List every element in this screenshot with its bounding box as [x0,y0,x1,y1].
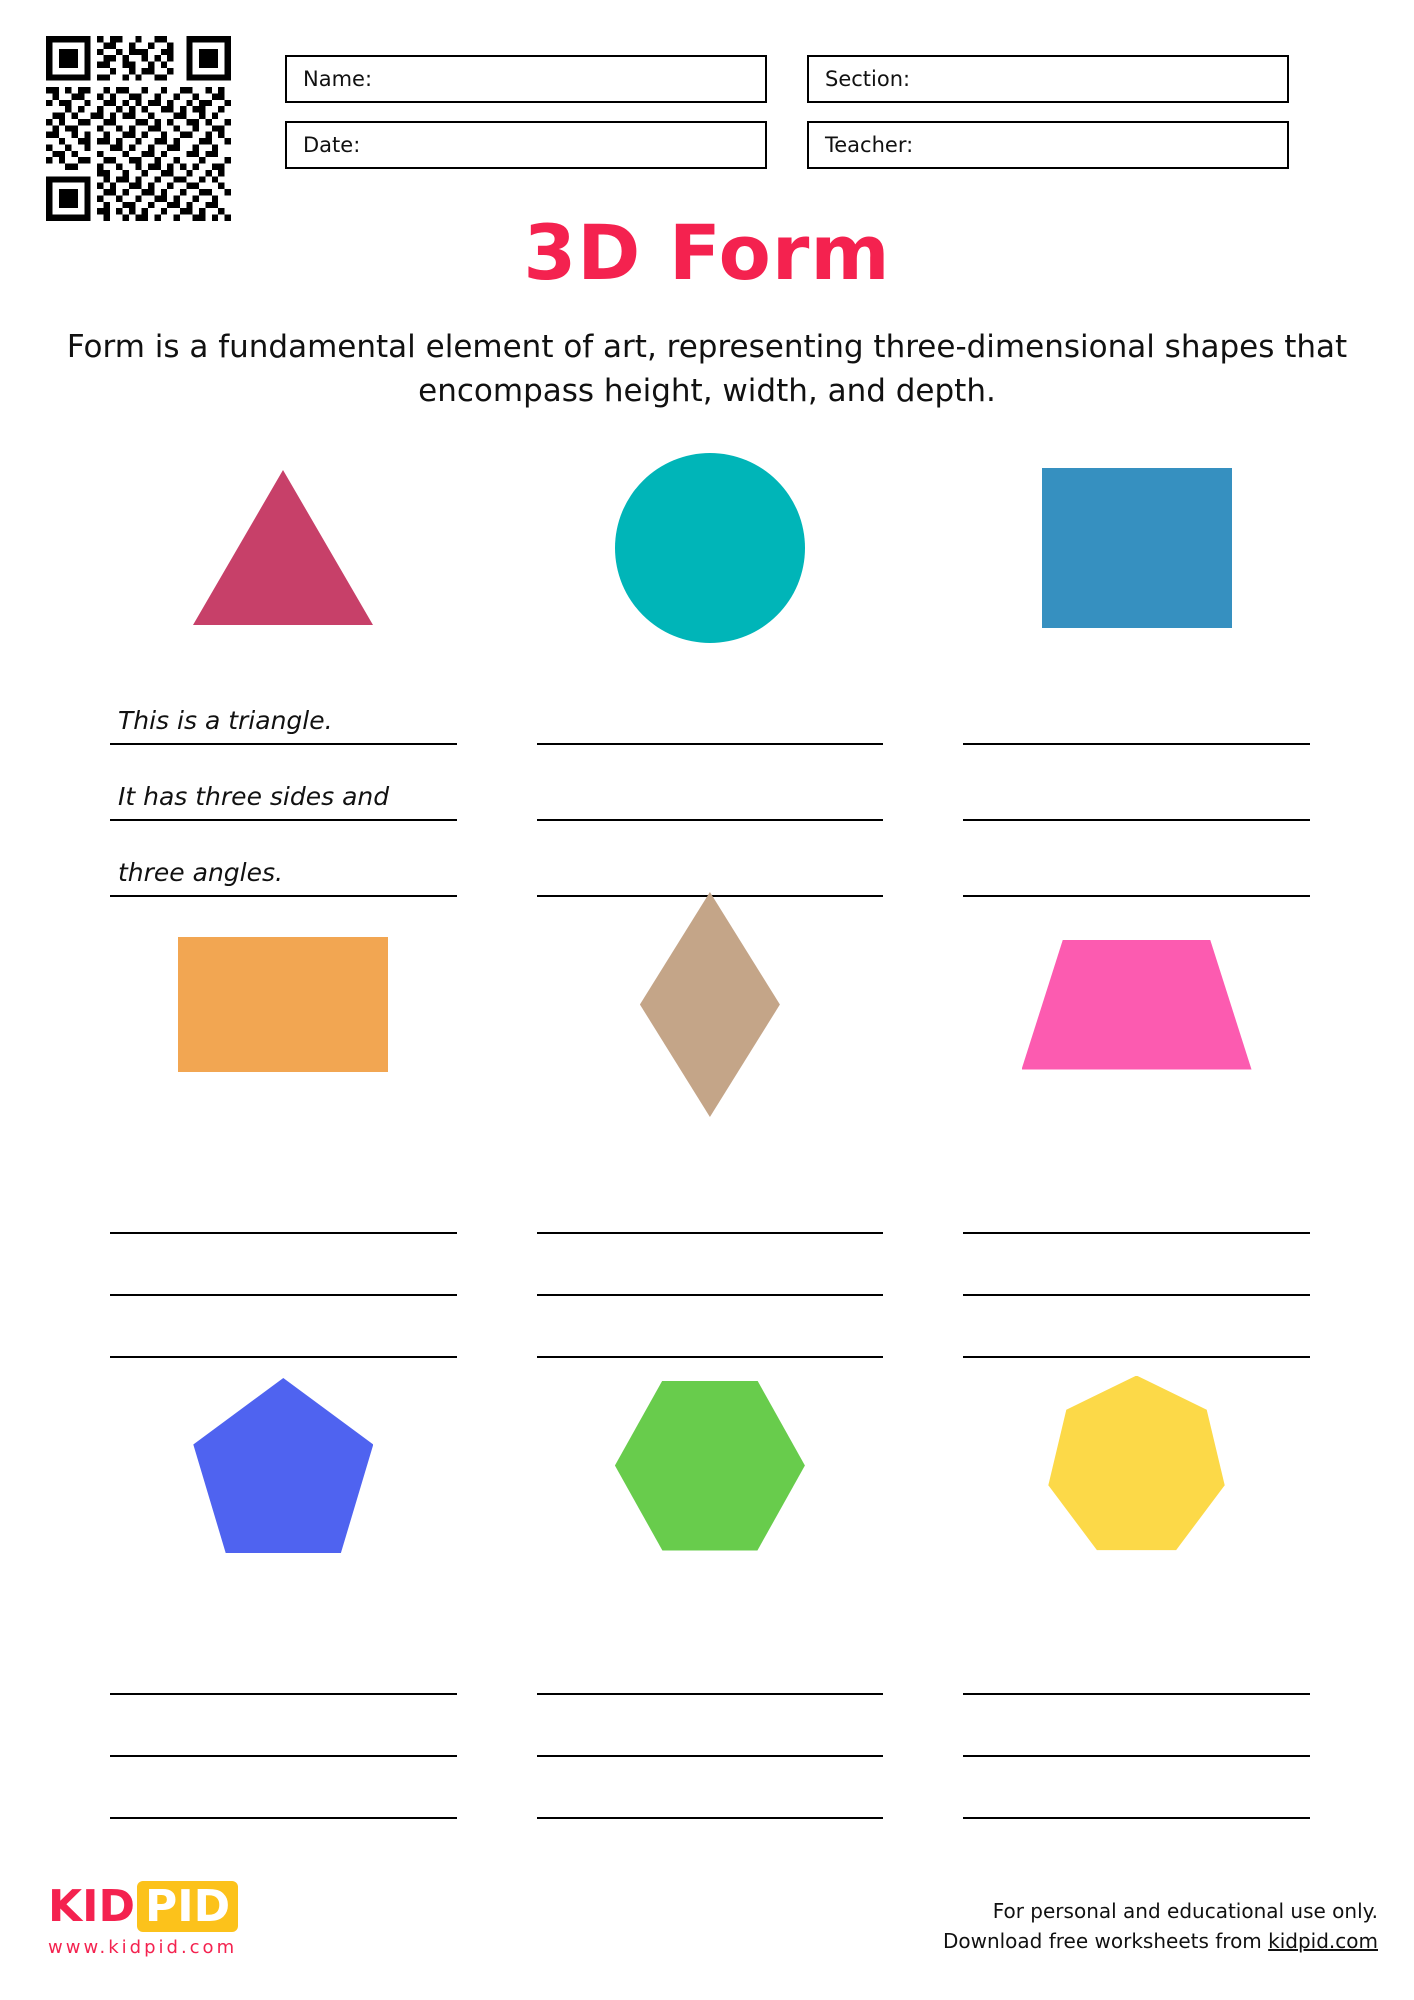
answer-line[interactable] [110,821,457,897]
answer-line[interactable] [110,1296,457,1358]
page-title: 3D Form [523,208,891,297]
answer-line[interactable] [110,1695,457,1757]
answer-line[interactable] [537,1172,884,1234]
kidpid-logo[interactable] [48,1881,238,1958]
circle-shape [615,453,805,643]
answer-line[interactable] [963,1695,1310,1757]
answer-line[interactable] [537,669,884,745]
answer-line[interactable] [963,1172,1310,1234]
answer-line[interactable] [110,1234,457,1296]
answer-text: This is a triangle. [118,706,333,735]
answer-line[interactable] [537,1757,884,1819]
answer-lines-hexagon [497,1633,924,1819]
shape-trapezoid-container [923,897,1350,1112]
shape-pentagon-container [70,1358,497,1573]
teacher-field[interactable] [807,121,1289,169]
shape-cell-hexagon [497,1358,924,1819]
answer-lines-trapezoid [923,1172,1350,1358]
hexagon-shape [615,1381,805,1551]
shape-cell-circle [497,440,924,897]
shape-hexagon-container [497,1358,924,1573]
date-field[interactable] [285,121,767,169]
answer-line[interactable] [963,745,1310,821]
shape-rhombus-container [497,897,924,1112]
answer-lines-rectangle [70,1172,497,1358]
answer-line[interactable] [537,821,884,897]
pentagon-shape [193,1378,373,1553]
answer-line[interactable] [963,1633,1310,1695]
shape-square-container [923,440,1350,655]
trapezoid-shape [1022,940,1252,1070]
shapes-grid [70,440,1350,1819]
answer-line[interactable] [963,669,1310,745]
answer-line[interactable] [110,669,457,745]
footer-note [943,1896,1378,1956]
answer-lines-circle [497,669,924,897]
name-field-label: Name: [303,67,373,91]
shape-heptagon-container [923,1358,1350,1573]
answer-line[interactable] [110,1757,457,1819]
heptagon-shape [1047,1376,1227,1556]
teacher-field-label: Teacher: [825,133,914,157]
answer-line[interactable] [963,1296,1310,1358]
answer-lines-pentagon [70,1633,497,1819]
shape-cell-pentagon [70,1358,497,1819]
answer-line[interactable] [110,745,457,821]
shape-row-1 [70,440,1350,897]
shape-cell-square [923,440,1350,897]
shape-cell-trapezoid [923,897,1350,1358]
footer-note-prefix: Download free worksheets from [942,1929,1269,1953]
answer-lines-triangle [70,669,497,897]
date-field-label: Date: [303,133,361,157]
shape-row-3 [70,1358,1350,1819]
logo-kid-text: KID [48,1881,135,1932]
answer-line[interactable] [963,1757,1310,1819]
rectangle-shape [178,937,388,1072]
answer-line[interactable] [110,1172,457,1234]
answer-line[interactable] [537,1296,884,1358]
answer-lines-heptagon [923,1633,1350,1819]
answer-line[interactable] [537,745,884,821]
answer-line[interactable] [537,1234,884,1296]
footer-note-line1: For personal and educational use only. [992,1899,1378,1923]
section-field-label: Section: [825,67,911,91]
page-subtitle: Form is a fundamental element of art, representing three-dimensional shapes that encompass height, width, and depth. [66,329,1348,410]
shape-cell-heptagon [923,1358,1350,1819]
answer-text: three angles. [118,858,283,887]
answer-line[interactable] [537,1695,884,1757]
qr-code-icon [46,36,231,221]
logo-wordmark [48,1881,238,1932]
answer-text: It has three sides and [118,782,390,811]
answer-lines-square [923,669,1350,897]
name-field[interactable] [285,55,767,103]
shape-triangle-container [70,440,497,655]
answer-lines-rhombus [497,1172,924,1358]
answer-line[interactable] [537,1633,884,1695]
logo-url: www.kidpid.com [48,1937,238,1958]
triangle-shape [193,470,373,625]
shape-cell-rhombus [497,897,924,1358]
logo-pid-text: PID [137,1881,238,1932]
shape-circle-container [497,440,924,655]
student-info-fields [285,55,1370,169]
shape-rectangle-container [70,897,497,1112]
answer-line[interactable] [110,1633,457,1695]
footer-note-line2 [943,1926,1378,1956]
section-field[interactable] [807,55,1289,103]
shape-cell-triangle [70,440,497,897]
shape-cell-rectangle [70,897,497,1358]
square-shape [1042,468,1232,628]
rhombus-shape [640,892,780,1117]
kidpid-link[interactable]: kidpid.com [1268,1929,1378,1953]
answer-line[interactable] [963,821,1310,897]
shape-row-2 [70,897,1350,1358]
answer-line[interactable] [963,1234,1310,1296]
